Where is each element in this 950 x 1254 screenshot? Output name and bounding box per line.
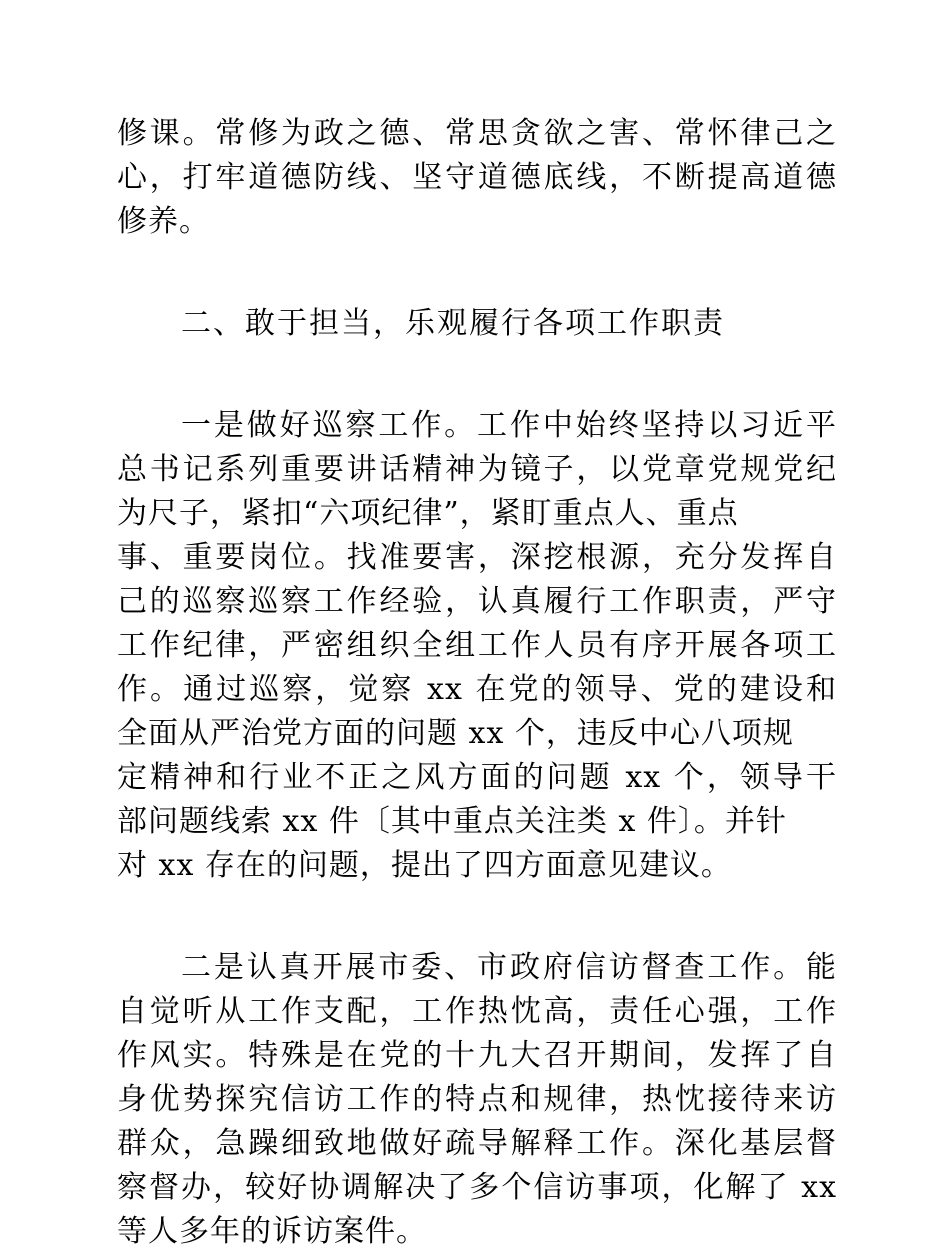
text-line: 等人多年的诉访案件。 [117,1214,427,1249]
text-line: 身优势探究信访工作的特点和规律，热忱接待来访 [117,1082,837,1117]
paragraph-inspection-work [117,404,837,888]
text-line: 总书记系列重要讲话精神为镜子，以党章党规党纪 [117,452,837,487]
text-line: 定精神和行业不正之风方面的问题 xx 个，领导干 [117,760,837,795]
document-page [117,112,837,1254]
text-line: 一是做好巡察工作。工作中始终坚持以习近平 [181,408,837,443]
text-line: 工作纪律，严密组织全组工作人员有序开展各项工 [117,628,837,663]
paragraph-gap [117,346,837,404]
paragraph-gap [117,888,837,946]
text-line: 察督办，较好协调解决了多个信访事项，化解了 xx [117,1170,837,1205]
text-line: 己的巡察巡察工作经验，认真履行工作职责，严守 [117,584,837,619]
text-line: 修课。常修为政之德、常思贪欲之害、常怀律己之 [117,116,837,151]
text-line: 自觉听从工作支配，工作热忱高，责任心强，工作 [117,994,837,1029]
text-line: 群众，急躁细致地做好疏导解释工作。深化基层督 [117,1126,837,1161]
text-line: 作。通过巡察，觉察 xx 在党的领导、党的建设和 [117,672,837,707]
section-heading: 二、敢于担当，乐观履行各项工作职责 [181,306,725,341]
paragraph-petition-supervision [117,946,837,1254]
text-line: 对 xx 存在的问题，提出了四方面意见建议。 [117,848,732,883]
text-line: 事、重要岗位。找准要害，深挖根源，充分发挥自 [117,540,837,575]
text-line: 部问题线索 xx 件〔其中重点关注类 x 件〕。并针 [117,804,787,839]
text-line: 修养。 [117,204,210,239]
text-line: 二是认真开展市委、市政府信访督查工作。能 [181,950,837,985]
text-line: 全面从严治党方面的问题 xx 个，违反中心八项规 [117,716,794,751]
paragraph-gap [117,244,837,302]
text-line: 心，打牢道德防线、坚守道德底线，不断提高道德 [117,160,837,195]
text-line: 作风实。特殊是在党的十九大召开期间，发挥了自 [117,1038,837,1073]
text-line: 为尺子，紧扣“六项纪律”，紧盯重点人、重点 [117,496,739,531]
intro-paragraph [117,112,837,244]
